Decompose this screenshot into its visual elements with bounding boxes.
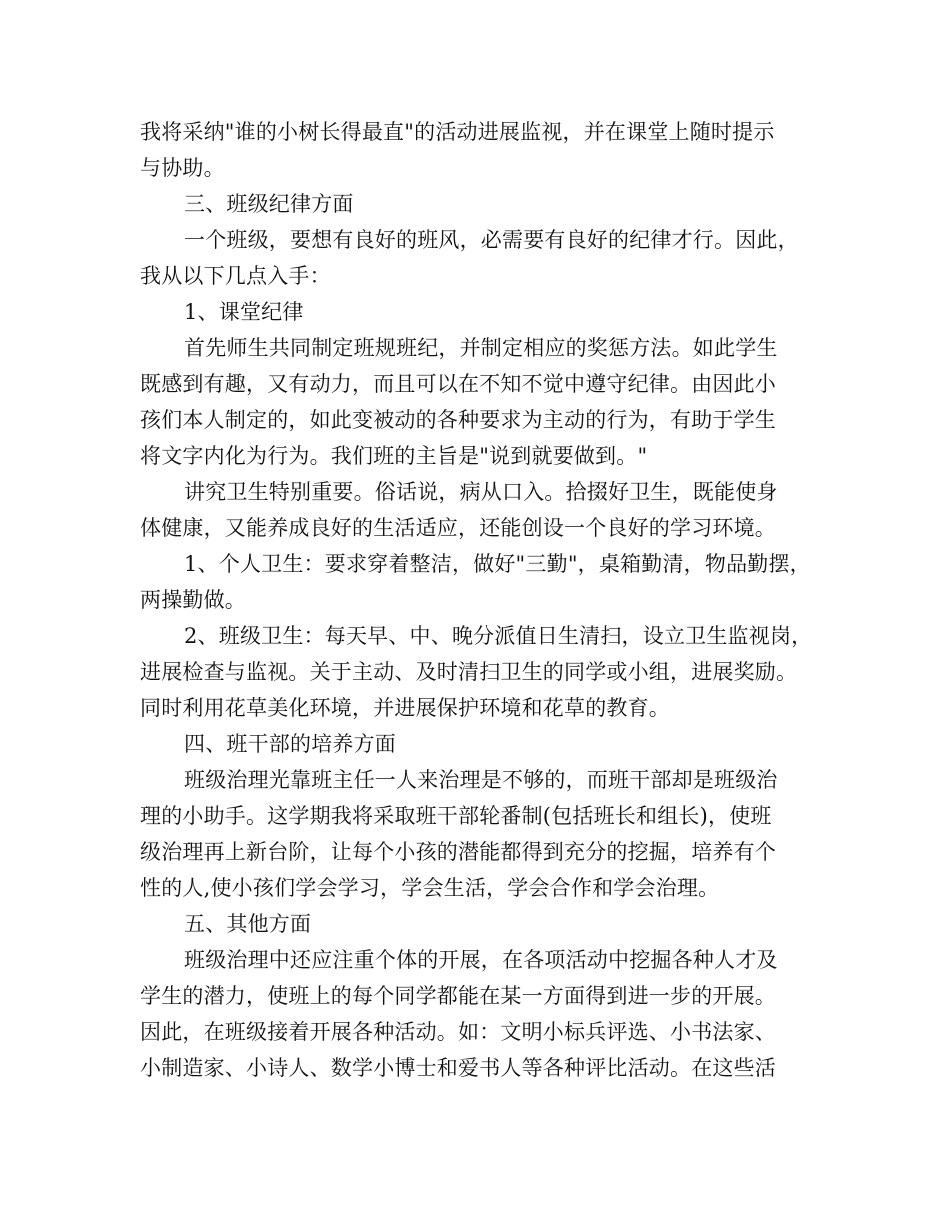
document-body bbox=[140, 114, 820, 1086]
text-line: 将文字内化为行为。我们班的主旨是"说到就要做到。" bbox=[140, 444, 648, 468]
text-line: 讲究卫生特别重要。俗话说，病从口入。拾掇好卫生，既能使身 bbox=[184, 480, 778, 504]
text-line: 学生的潜力，使班上的每个同学都能在某一方面得到进一步的开展。 bbox=[140, 984, 776, 1008]
text-line: 1、课堂纪律 bbox=[184, 300, 304, 324]
text-line: 级治理再上新台阶，让每个小孩的潜能都得到充分的挖掘，培养有个 bbox=[140, 840, 776, 864]
text-line: 因此，在班级接着开展各种活动。如：文明小标兵评选、小书法家、 bbox=[140, 1020, 776, 1044]
text-line: 既感到有趣，又有动力，而且可以在不知不觉中遵守纪律。由因此小 bbox=[140, 372, 776, 396]
text-line: 孩们本人制定的，如此变被动的各种要求为主动的行为，有助于学生 bbox=[140, 408, 776, 432]
text-line: 四、班干部的培养方面 bbox=[184, 732, 396, 756]
text-line: 三、班级纪律方面 bbox=[184, 192, 354, 216]
text-line: 进展检查与监视。关于主动、及时清扫卫生的同学或小组，进展奖励。 bbox=[140, 660, 798, 684]
text-line: 体健康，又能养成良好的生活适应，还能创设一个良好的学习环境。 bbox=[140, 516, 776, 540]
text-line: 我将采纳"谁的小树长得最直"的活动进展监视，并在课堂上随时提示 bbox=[140, 120, 775, 144]
text-line: 性的人,使小孩们学会学习，学会生活，学会合作和学会治理。 bbox=[140, 876, 720, 900]
text-line: 2、班级卫生：每天早、中、晚分派值日生清扫，设立卫生监视岗， bbox=[184, 624, 813, 648]
text-line: 班级治理中还应注重个体的开展，在各项活动中挖掘各种人才及 bbox=[184, 948, 778, 972]
text-line: 小制造家、小诗人、数学小博士和爱书人等各种评比活动。在这些活 bbox=[140, 1056, 776, 1080]
text-line: 五、其他方面 bbox=[184, 912, 312, 936]
text-line: 一个班级，要想有良好的班风，必需要有良好的纪律才行。因此， bbox=[184, 228, 799, 252]
text-line: 与协助。 bbox=[140, 156, 225, 180]
text-line: 班级治理光靠班主任一人来治理是不够的，而班干部却是班级治 bbox=[184, 768, 778, 792]
text-line: 1、个人卫生：要求穿着整洁，做好"三勤"，桌箱勤清，物品勤摆， bbox=[184, 552, 811, 576]
text-line: 两操勤做。 bbox=[140, 588, 246, 612]
text-line: 我从以下几点入手： bbox=[140, 264, 331, 288]
text-line: 同时利用花草美化环境，并进展保护环境和花草的教育。 bbox=[140, 696, 670, 720]
text-line: 首先师生共同制定班规班纪，并制定相应的奖惩方法。如此学生 bbox=[184, 336, 778, 360]
text-line: 理的小助手。这学期我将采取班干部轮番制(包括班长和组长)，使班 bbox=[140, 804, 772, 828]
